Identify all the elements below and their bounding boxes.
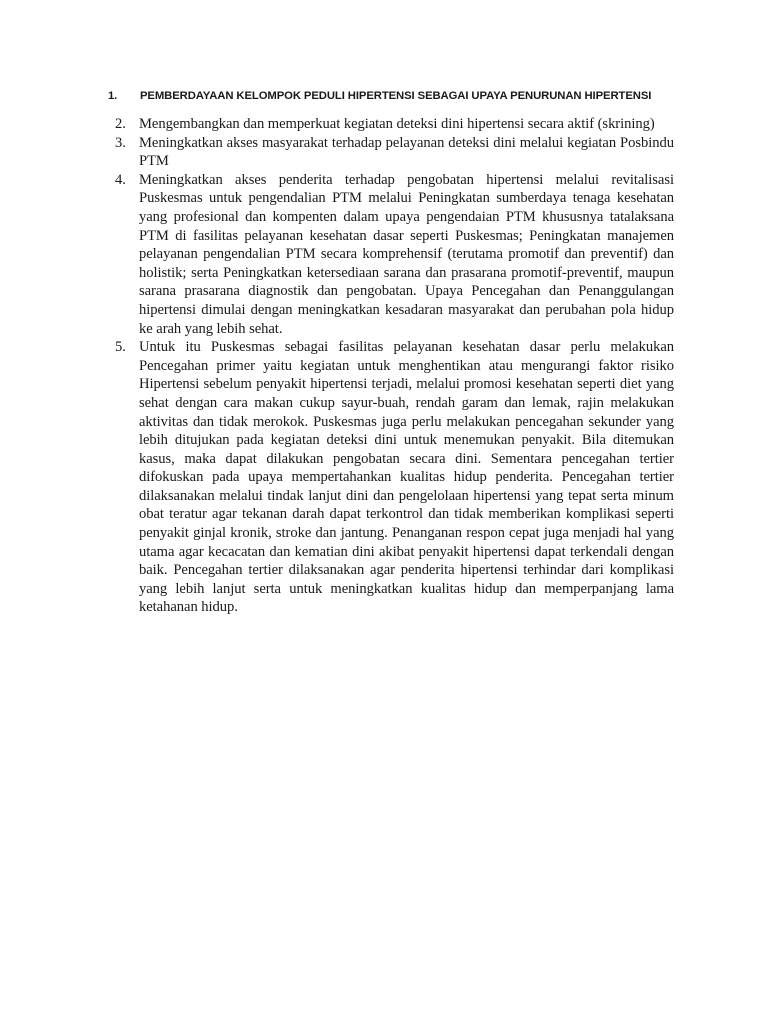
list-item [108,338,674,617]
list-item [108,134,674,171]
section-heading-text: PEMBERDAYAAN KELOMPOK PEDULI HIPERTENSI SEBAGAI UPAYA PENURUNAN HIPERTENSI [140,90,652,102]
numbered-list [108,115,674,617]
list-item-number: 3. [115,134,126,151]
list-item-number: 2. [115,116,126,132]
list-item-text: Meningkatkan akses penderita terhadap pengobatan hipertensi melalui revitalisasi Puskesmas untuk pengendalian PTM melalui Peningkatan sumberdaya tenaga kesehatan yang profesional dan kompenten dalam upaya pengendaian PTM khususnya tatalaksana PTM di fasilitas pelayanan kesehatan dasar seperti Puskesmas; Peningkatan manajemen pelayanan pengendalian PTM secara komprehensif (terutama promotif dan preventif) dan holistik; serta Peningkatkan ketersediaan sarana dan prasarana promotif-preventif, maupun sarana prasarana diagnostik dan pengobatan. Upaya Pencegahan dan Penanggulangan hipertensi dimulai dengan meningkatkan kesadaran masyarakat dan perubahan pola hidup ke arah yang lebih sehat. [139,171,674,337]
list-item-text: Mengembangkan dan memperkuat kegiatan deteksi dini hipertensi secara aktif (skrining) [139,116,655,132]
section-heading-number: 1. [108,90,118,102]
list-item-text: Meningkatkan akses masyarakat terhadap pelayanan deteksi dini melalui kegiatan Posbindu PTM [139,134,674,170]
list-item-number: 4. [115,171,126,188]
list-item-text: Untuk itu Puskesmas sebagai fasilitas pelayanan kesehatan dasar perlu melakukan Pencegahan primer yaitu kegiatan untuk menghentikan atau mengurangi faktor risiko Hipertensi sebelum penyakit hipertensi terjadi, melalui promosi kesehatan seperti diet yang sehat dengan cara makan cukup sayur-buah, rendah garam dan lemak, rajin melakukan aktivitas dan tidak merokok. Puskesmas juga perlu melakukan pencegahan sekunder yang lebih ditujukan pada kegiatan deteksi dini untuk menemukan penyakit. Bila ditemukan kasus, maka dapat dilakukan pengobatan secara dini. Sementara pencegahan tertier difokuskan pada upaya mempertahankan kualitas hidup penderita. Pencegahan tertier dilaksanakan melalui tindak lanjut dini dan pengelolaan hipertensi yang tepat serta minum obat teratur agar tekanan darah dapat terkontrol dan tidak memberikan komplikasi seperti penyakit ginjal kronik, stroke dan jantung. Penanganan respon cepat juga menjadi hal yang utama agar kecacatan dan kematian dini akibat penyakit hipertensi dapat terkendali dengan baik. Pencegahan tertier dilaksanakan agar penderita hipertensi terhindar dari komplikasi yang lebih lanjut serta untuk meningkatkan kualitas hidup dan memperpanjang lama ketahanan hidup. [139,339,674,616]
list-item-number: 5. [115,339,126,356]
list-item [108,115,674,134]
list-item [108,171,674,338]
section-heading [108,88,688,104]
